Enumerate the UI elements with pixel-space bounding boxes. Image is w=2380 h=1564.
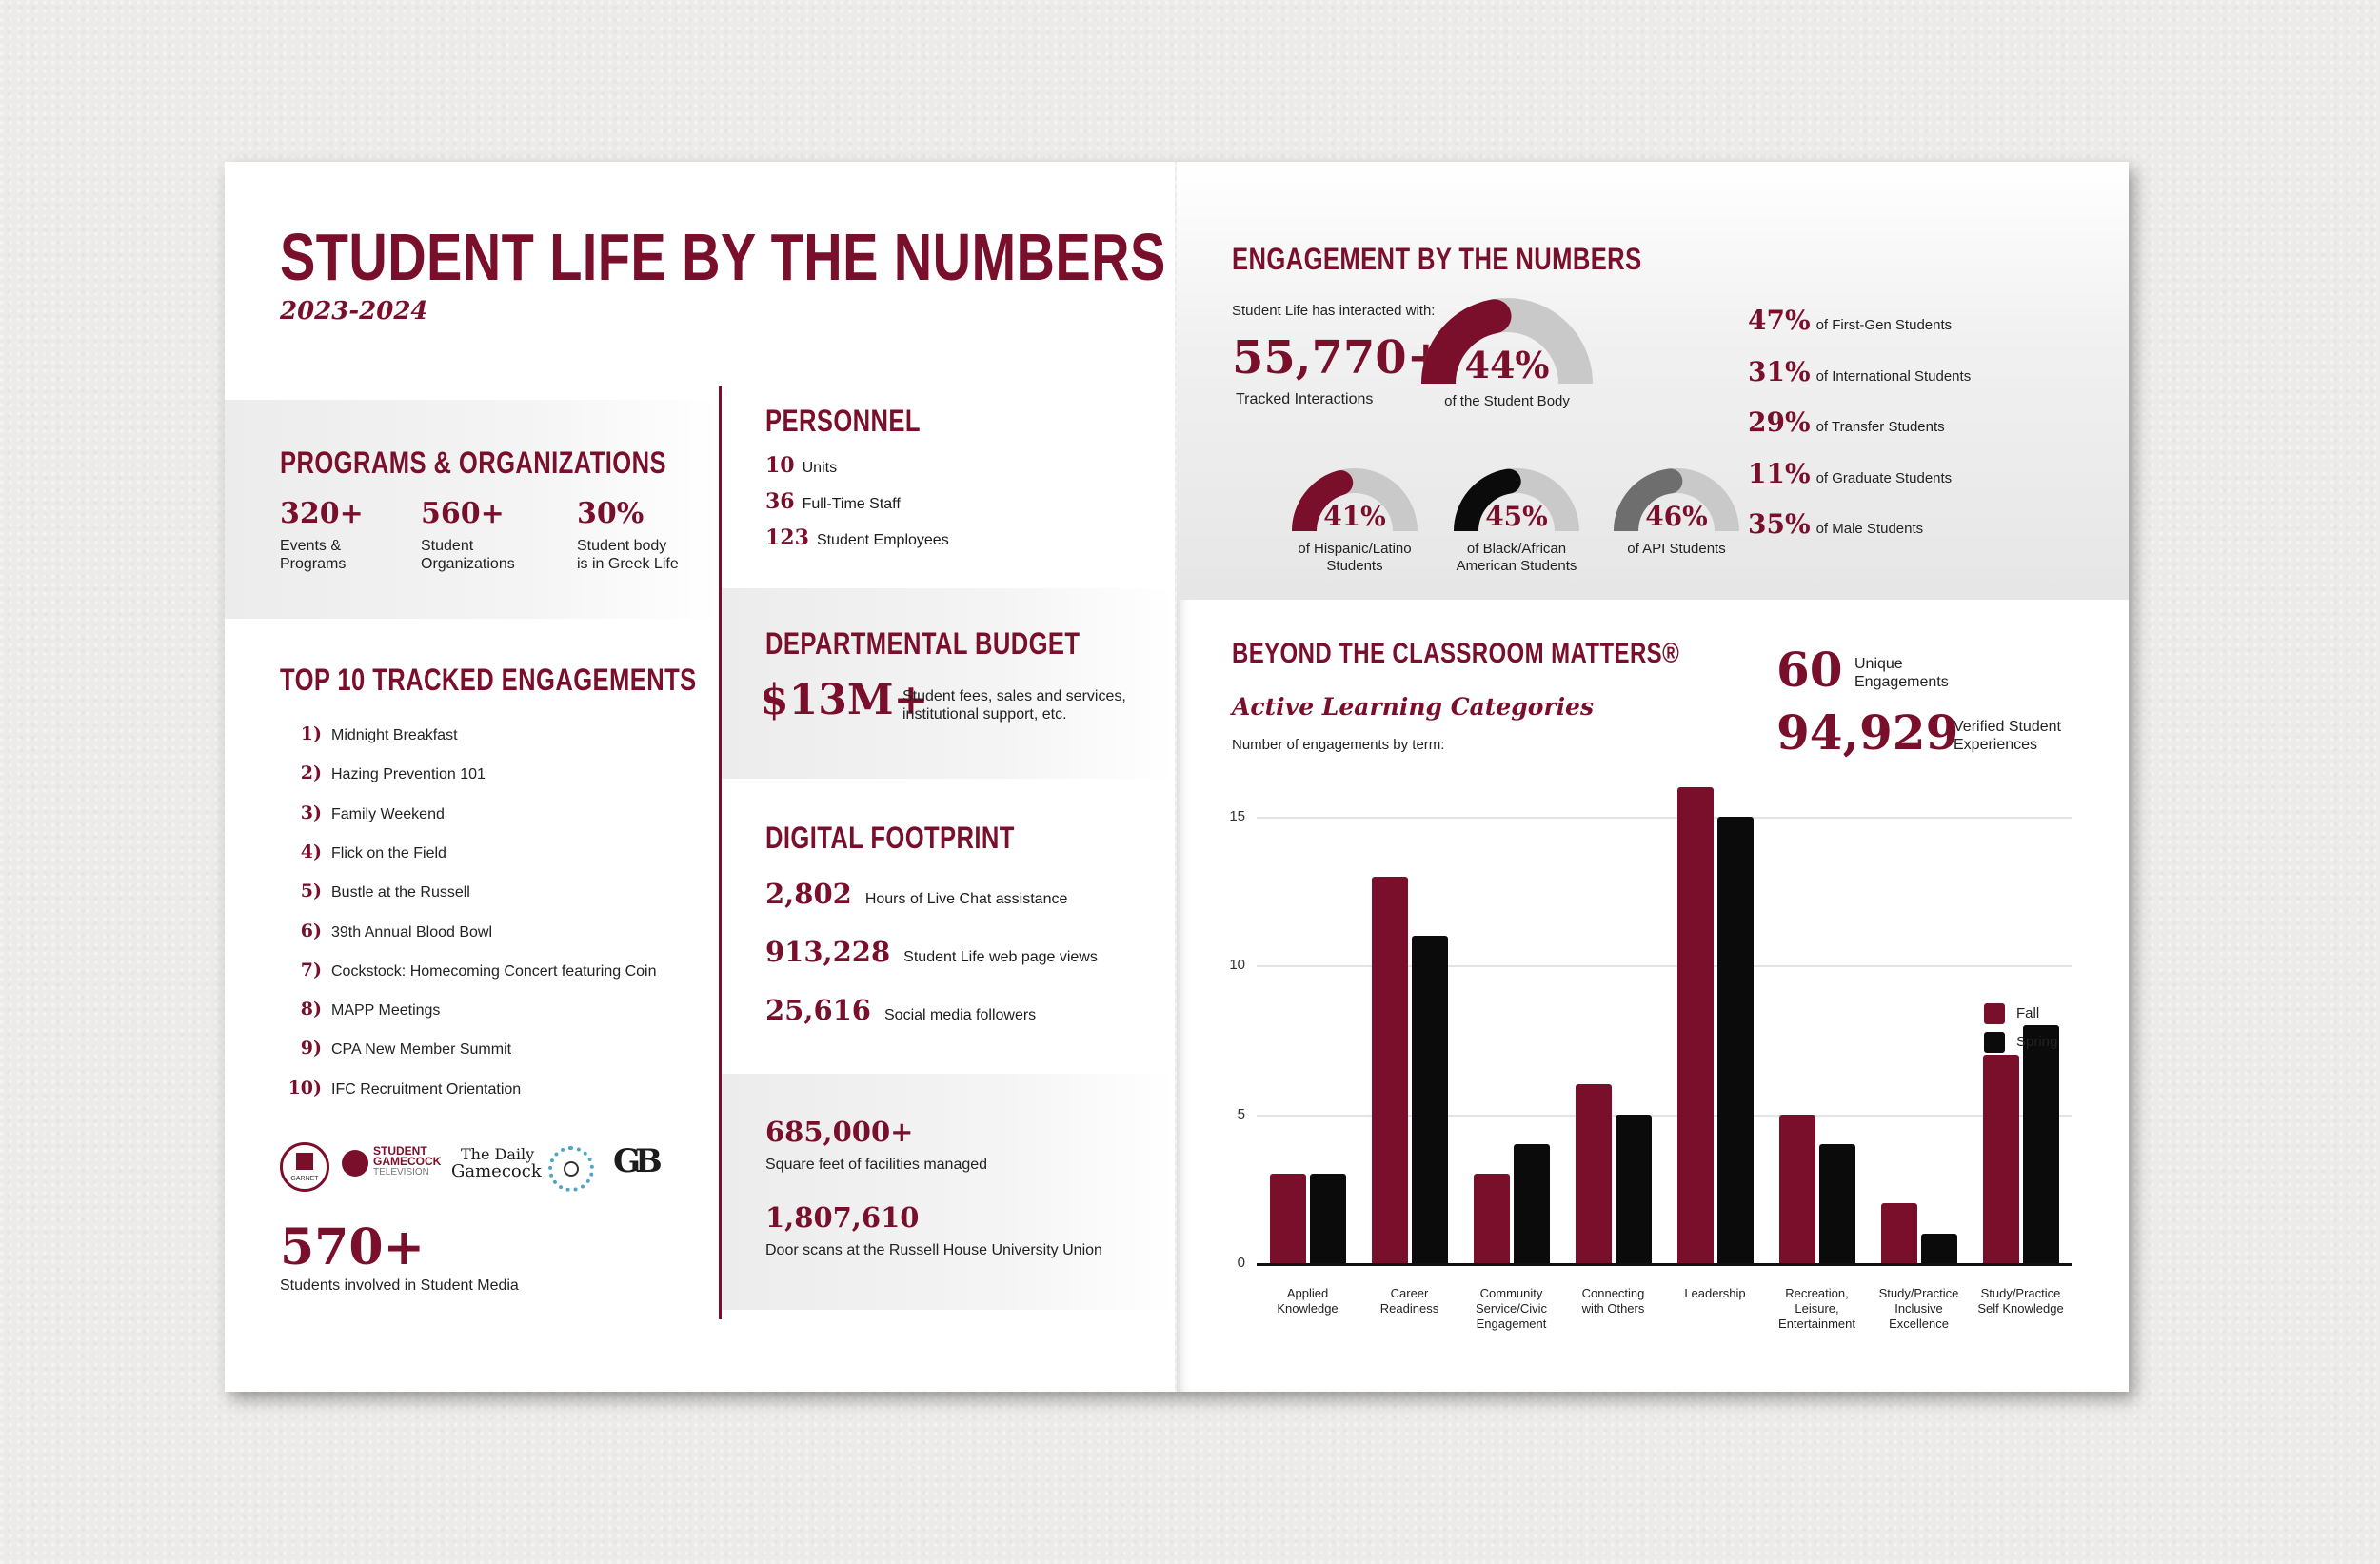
- bar-fall: [1474, 1174, 1510, 1263]
- tracked-value: 55,770+: [1232, 331, 1445, 385]
- top10-item-number: 8): [300, 999, 322, 1020]
- garnet-mark-icon: [296, 1153, 313, 1170]
- top10-item: [284, 1078, 521, 1099]
- top10-item: [284, 1038, 511, 1059]
- gauge-label-line: of Hispanic/Latino: [1298, 541, 1412, 557]
- demographic-label: of Male Students: [1815, 521, 1924, 537]
- gauge-label: [1431, 541, 1602, 575]
- category-label: [1251, 1286, 1365, 1317]
- top10-item: [284, 921, 492, 941]
- category-label-line: Recreation,: [1785, 1286, 1849, 1300]
- sgtv-logo: [373, 1146, 441, 1178]
- personnel-heading: PERSONNEL: [765, 404, 921, 438]
- program-stat-label: [421, 537, 515, 573]
- digital-label: Student Life web page views: [903, 949, 1098, 965]
- bar-spring: [1514, 1144, 1550, 1263]
- category-label: [1353, 1286, 1467, 1317]
- active-learning-chart: [1177, 771, 2129, 1331]
- category-label-line: Connecting: [1581, 1286, 1645, 1300]
- gauge-label-line: of Black/African: [1466, 541, 1567, 557]
- personnel-value: 36: [765, 489, 795, 514]
- bar-fall: [1779, 1115, 1815, 1263]
- budget-value: $13M+: [760, 676, 929, 724]
- top10-item: [284, 762, 486, 783]
- bar-fall: [1372, 877, 1408, 1263]
- legend-label: Spring: [2016, 1034, 2058, 1050]
- facilities-panel: [722, 1074, 1175, 1310]
- budget-label-line1: Student fees, sales and services,: [902, 688, 1126, 704]
- daily-gamecock-logo: [451, 1146, 542, 1180]
- personnel-label: Full-Time Staff: [802, 496, 901, 512]
- btcm-caption: Number of engagements by term:: [1232, 737, 1445, 753]
- year-label: 2023-2024: [280, 297, 428, 326]
- budget-label: [902, 687, 1126, 723]
- verified-label: [1954, 718, 2061, 754]
- top10-item: [284, 960, 656, 980]
- facility-label: Door scans at the Russell House University Union: [765, 1242, 1102, 1258]
- gauge-label-line: American Students: [1456, 558, 1577, 574]
- digital-value: 25,616: [765, 994, 871, 1026]
- category-label-line: Excellence: [1889, 1317, 1949, 1331]
- category-label-line: Readiness: [1379, 1301, 1439, 1316]
- digital-value: 913,228: [765, 936, 891, 968]
- category-label: [1964, 1286, 2078, 1317]
- demographic-item: [1748, 305, 1952, 336]
- sgtv-logo-line2: GAMECOCK: [373, 1155, 442, 1168]
- facility-value: 685,000+: [765, 1116, 914, 1148]
- top10-item: [284, 841, 446, 862]
- category-label-line: Leisure,: [1795, 1301, 1839, 1316]
- brochure-spread: [225, 162, 2129, 1392]
- btcm-subheading: Active Learning Categories: [1232, 693, 1595, 721]
- program-stat-label-line: is in Greek Life: [577, 556, 679, 572]
- personnel-value: 10: [765, 453, 795, 478]
- demographic-value: 35%: [1748, 508, 1811, 540]
- top10-item: [284, 881, 470, 901]
- demographic-value: 31%: [1748, 355, 1811, 387]
- top10-item: [284, 802, 445, 823]
- category-label-line: Self Knowledge: [1977, 1301, 2064, 1316]
- demographic-item: [1748, 508, 1923, 540]
- category-label-line: Entertainment: [1778, 1317, 1855, 1331]
- category-label-line: with Others: [1581, 1301, 1645, 1316]
- digital-item: [765, 994, 1036, 1026]
- program-stat-value: 30%: [577, 497, 645, 530]
- legend-swatch-spring: [1984, 1032, 2005, 1053]
- daily-gamecock-line1: The Daily: [461, 1145, 535, 1163]
- gauge-value: 44%: [1464, 344, 1550, 386]
- category-label: [1658, 1286, 1773, 1301]
- top10-item-number: 4): [300, 841, 322, 862]
- demographic-label: of International Students: [1815, 367, 1972, 385]
- bar-spring: [1921, 1234, 1957, 1263]
- program-stat-label-line: Programs: [280, 556, 347, 572]
- top10-item-label: IFC Recruitment Orientation: [331, 1080, 522, 1098]
- unique-label: [1854, 655, 1949, 691]
- engagement-intro: Student Life has interacted with:: [1232, 303, 1436, 319]
- demographic-value: 29%: [1748, 406, 1811, 438]
- category-label-line: Applied: [1286, 1286, 1329, 1300]
- tracked-label: Tracked Interactions: [1236, 391, 1374, 407]
- category-label: [1862, 1286, 1976, 1332]
- bar-spring: [2023, 1025, 2059, 1263]
- top10-item-number: 6): [300, 920, 322, 941]
- legend-label: Fall: [2016, 1005, 2040, 1021]
- category-label-line: Study/Practice: [1878, 1286, 1959, 1300]
- unique-value: 60: [1776, 642, 1843, 698]
- top10-item-number: 5): [300, 881, 322, 902]
- program-stat-label-line: Organizations: [421, 556, 515, 572]
- demographic-label: of Transfer Students: [1815, 419, 1945, 435]
- daily-gamecock-line2: Gamecock: [451, 1161, 542, 1181]
- digital-label: Social media followers: [884, 1007, 1037, 1023]
- programs-heading: PROGRAMS & ORGANIZATIONS: [280, 445, 666, 480]
- category-label: [1455, 1286, 1569, 1332]
- category-label-line: Career: [1390, 1286, 1429, 1300]
- category-label-line: Service/Civic: [1475, 1301, 1548, 1316]
- program-stat-label: [577, 537, 679, 573]
- program-stat-value: 320+: [280, 497, 364, 530]
- unique-label-line1: Unique: [1854, 656, 1903, 672]
- top10-item-label: CPA New Member Summit: [331, 1041, 512, 1059]
- top10-item-number: 2): [300, 762, 322, 784]
- right-page: [1177, 162, 2129, 1392]
- bar-spring: [1616, 1115, 1652, 1263]
- engagement-heading: ENGAGEMENT BY THE NUMBERS: [1232, 242, 1642, 276]
- demographic-value: 11%: [1748, 457, 1811, 489]
- top10-item-label: Hazing Prevention 101: [331, 766, 486, 783]
- digital-heading: DIGITAL FOOTPRINT: [765, 821, 1015, 855]
- demographic-item: [1748, 406, 1945, 438]
- bar-spring: [1717, 817, 1754, 1263]
- gauge-label: [1421, 393, 1593, 410]
- top10-item-number: 10): [288, 1077, 322, 1099]
- program-stat-label-line: Student body: [577, 538, 667, 554]
- top10-item-label: 39th Annual Blood Bowl: [331, 923, 493, 940]
- legend-swatch-fall: [1984, 1003, 2005, 1024]
- bar-fall: [1983, 1055, 2019, 1263]
- gauge-label-line: of the Student Body: [1444, 393, 1570, 409]
- bar-spring: [1412, 936, 1448, 1263]
- gauge-label-line: of API Students: [1627, 541, 1726, 557]
- bar-spring: [1310, 1174, 1346, 1263]
- demographic-value: 47%: [1748, 305, 1811, 336]
- top10-item-label: Family Weekend: [331, 805, 445, 822]
- top10-item-label: MAPP Meetings: [331, 1002, 441, 1020]
- program-stat-label-line: Student: [421, 538, 474, 554]
- top10-heading: TOP 10 TRACKED ENGAGEMENTS: [280, 663, 697, 697]
- y-tick-label: 10: [1229, 957, 1245, 974]
- top10-item: [284, 999, 440, 1020]
- personnel-item: [765, 453, 837, 478]
- top10-item-number: 7): [300, 959, 322, 980]
- y-tick-label: 5: [1237, 1105, 1245, 1122]
- category-label-line: Study/Practice: [1980, 1286, 2061, 1300]
- category-label-line: Leadership: [1684, 1286, 1746, 1300]
- program-stat-label: [280, 537, 346, 573]
- garnet-logo: [280, 1142, 329, 1192]
- garnet-logo-text: GARNET: [290, 1176, 319, 1182]
- x-axis-line: [1257, 1263, 2072, 1266]
- category-label-line: Knowledge: [1277, 1301, 1339, 1316]
- gridline: [1257, 817, 2072, 819]
- unique-label-line2: Engagements: [1854, 674, 1949, 690]
- radio-logo-center-icon: [564, 1161, 579, 1177]
- budget-heading: DEPARTMENTAL BUDGET: [765, 626, 1081, 661]
- personnel-value: 123: [765, 525, 809, 550]
- digital-item: [765, 936, 1098, 968]
- top10-item-label: Bustle at the Russell: [331, 884, 470, 901]
- budget-label-line2: institutional support, etc.: [902, 706, 1067, 723]
- bar-fall: [1270, 1174, 1306, 1263]
- digital-item: [765, 878, 1067, 910]
- gauge-label-line: Students: [1326, 558, 1383, 574]
- top10-item-label: Flick on the Field: [331, 844, 446, 861]
- top10-item-number: 3): [300, 802, 322, 823]
- top10-item: [284, 723, 458, 744]
- personnel-item: [765, 489, 901, 514]
- media-value: 570+: [280, 1218, 426, 1277]
- media-label: Students involved in Student Media: [280, 1277, 519, 1294]
- page-title: STUDENT LIFE BY THE NUMBERS: [280, 220, 1166, 294]
- top10-item-number: 9): [300, 1038, 322, 1059]
- demographic-item: [1748, 458, 1952, 489]
- radio-logo-icon: [548, 1146, 594, 1192]
- bar-fall: [1576, 1084, 1612, 1263]
- sgtv-logo-line3: TELEVISION: [373, 1167, 429, 1178]
- gauge-value: 41%: [1323, 501, 1386, 532]
- category-label: [1760, 1286, 1874, 1332]
- digital-label: Hours of Live Chat assistance: [864, 891, 1068, 907]
- gb-logo: GB: [613, 1142, 657, 1180]
- bar-fall: [1881, 1203, 1917, 1263]
- personnel-label: Units: [802, 460, 838, 476]
- demographic-label: of First-Gen Students: [1815, 317, 1953, 333]
- category-label-line: Engagement: [1476, 1317, 1547, 1331]
- sgtv-logo-line1: STUDENT: [373, 1144, 427, 1158]
- facility-label: Square feet of facilities managed: [765, 1157, 988, 1173]
- gauge-label: [1269, 541, 1440, 575]
- demographic-item: [1748, 356, 1971, 387]
- y-tick-label: 15: [1229, 808, 1245, 824]
- category-label: [1557, 1286, 1671, 1317]
- demographic-label: of Graduate Students: [1815, 469, 1953, 486]
- gauge-label: [1591, 541, 1762, 558]
- bar-fall: [1677, 787, 1714, 1263]
- btcm-heading: BEYOND THE CLASSROOM MATTERS®: [1232, 638, 1680, 669]
- verified-label-line2: Experiences: [1954, 737, 2038, 753]
- verified-value: 94,929: [1776, 704, 1959, 761]
- program-stat-value: 560+: [421, 497, 505, 530]
- verified-label-line1: Verified Student: [1954, 719, 2061, 735]
- category-label-line: Community: [1479, 1286, 1543, 1300]
- personnel-label: Student Employees: [816, 532, 949, 548]
- gauge-value: 45%: [1485, 501, 1548, 532]
- program-stat-label-line: Events &: [280, 538, 342, 554]
- top10-item-label: Cockstock: Homecoming Concert featuring Coin: [331, 962, 657, 980]
- y-tick-label: 0: [1237, 1255, 1245, 1271]
- left-page: [225, 162, 1175, 1392]
- personnel-item: [765, 525, 949, 550]
- top10-item-number: 1): [300, 723, 322, 744]
- bar-spring: [1819, 1144, 1855, 1263]
- sgtv-logo-icon: [342, 1150, 368, 1177]
- facility-value: 1,807,610: [765, 1201, 920, 1234]
- category-label-line: Inclusive: [1894, 1301, 1943, 1316]
- gauge-value: 46%: [1645, 501, 1708, 532]
- top10-item-label: Midnight Breakfast: [331, 727, 458, 743]
- digital-value: 2,802: [765, 878, 852, 910]
